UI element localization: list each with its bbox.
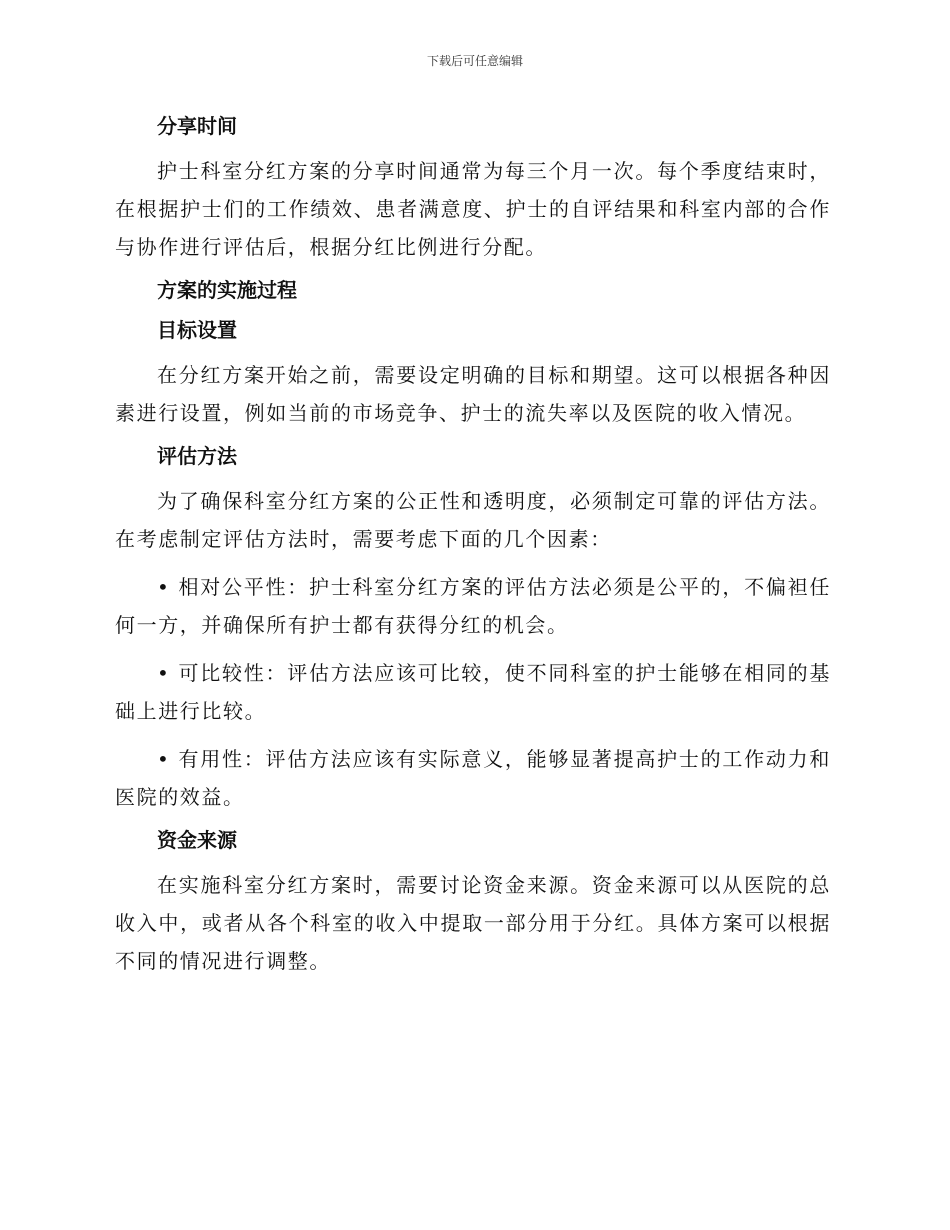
section-heading-evaluation: 评估方法: [157, 444, 237, 468]
bullet-usefulness: • 有用性：评估方法应该有实际意义，能够显著提高护士的工作动力和医院的效益。: [115, 747, 831, 809]
paragraph-goal-setting: 在分红方案开始之前，需要设定明确的目标和期望。这可以根据各种因素进行设置，例如当前的市场竞争、护士的流失率以及医院的收入情况。: [115, 363, 831, 425]
paragraph-share-time: 护士科室分红方案的分享时间通常为每三个月一次。每个季度结束时，在根据护士们的工作绩效、患者满意度、护士的自评结果和科室内部的合作与协作进行评估后，根据分红比例进行分配。: [115, 159, 831, 259]
document-body: [115, 112, 831, 990]
section-heading-funding: 资金来源: [157, 828, 237, 852]
paragraph-funding: 在实施科室分红方案时，需要讨论资金来源。资金来源可以从医院的总收入中，或者从各个科室的收入中提取一部分用于分红。具体方案可以根据不同的情况进行调整。: [115, 873, 831, 973]
section-heading-goal-setting: 目标设置: [157, 318, 237, 342]
paragraph-evaluation: 为了确保科室分红方案的公正性和透明度，必须制定可靠的评估方法。在考虑制定评估方法时，需要考虑下面的几个因素：: [115, 489, 831, 551]
page-header: 下载后可任意编辑: [426, 54, 523, 68]
bullet-comparability: • 可比较性：评估方法应该可比较，使不同科室的护士能够在相同的基础上进行比较。: [115, 661, 831, 723]
bullet-fairness: • 相对公平性：护士科室分红方案的评估方法必须是公平的，不偏袒任何一方，并确保所有护士都有获得分红的机会。: [115, 575, 831, 637]
section-heading-implementation: 方案的实施过程: [157, 278, 297, 302]
section-heading-share-time: 分享时间: [157, 114, 237, 138]
